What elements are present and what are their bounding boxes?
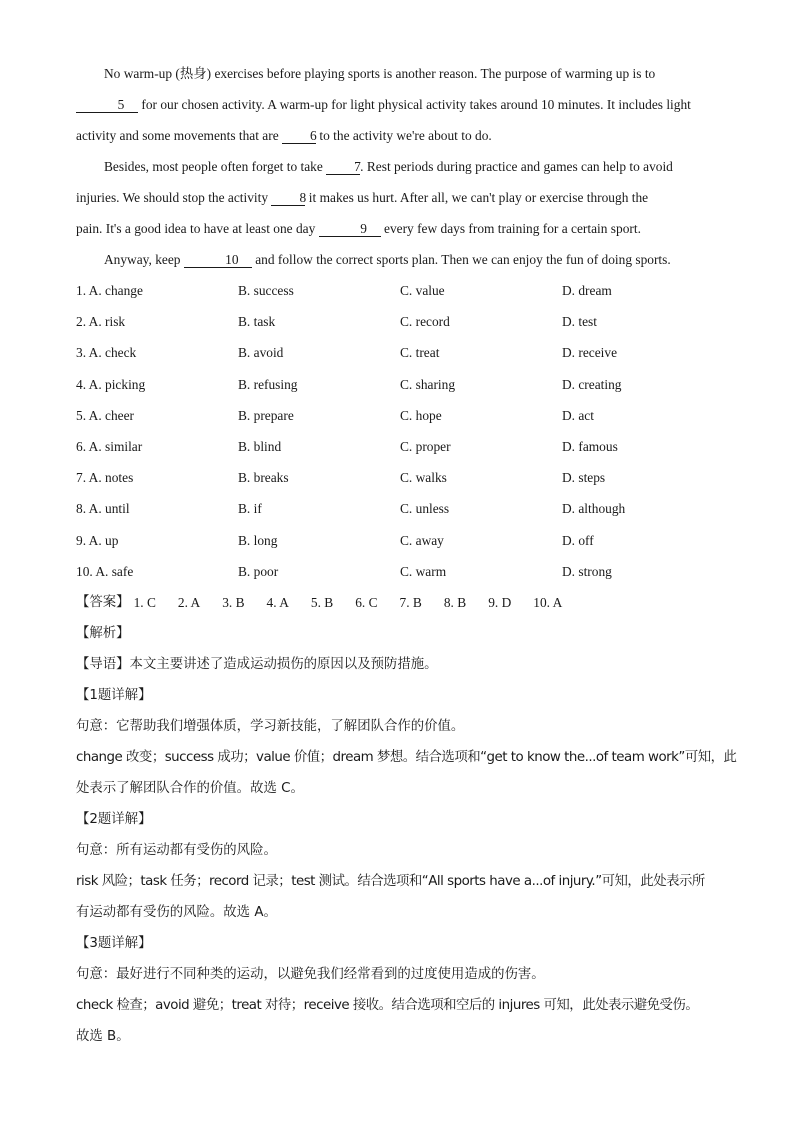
option-d: D. dream: [562, 283, 612, 298]
passage-text: it makes us hurt. After all, we can't play or exercise through the: [308, 190, 649, 205]
option-row: [76, 525, 718, 556]
passage-text: . Rest periods during practice and games can help to avoid: [360, 159, 673, 174]
option-c: C. warm: [400, 563, 447, 579]
option-a: 8. A. until: [76, 501, 130, 517]
answer-item: 1. C: [133, 594, 156, 610]
option-row: [76, 275, 718, 306]
q2-explanation-cont: 有运动都有受伤的风险。故选 A。: [76, 904, 277, 920]
option-d: D. off: [562, 532, 594, 548]
option-c: C. treat: [400, 345, 440, 361]
option-d: D. creating: [562, 376, 622, 392]
option-c: C. away: [400, 532, 444, 548]
q3-sentence-meaning: 句意：最好进行不同种类的运动，以避免我们经常看到的过度使用造成的伤害。: [76, 966, 545, 982]
answer-item: 2. A: [177, 594, 201, 610]
option-b: B. refusing: [238, 376, 298, 392]
option-row: [76, 493, 718, 524]
passage-text: pain. It's a good idea to have at least one day: [76, 221, 316, 236]
passage-text: Anyway, keep: [104, 252, 181, 267]
answer-item: 10. A: [533, 594, 563, 610]
options-list: [76, 275, 718, 587]
passage-paragraph-3: [76, 244, 718, 275]
option-b: B. poor: [238, 563, 279, 579]
option-c: C. value: [400, 283, 445, 298]
blank-8: 8: [271, 190, 305, 206]
passage-text: every few days from training for a certain sport.: [384, 221, 641, 236]
option-c: C. walks: [400, 470, 447, 486]
answer-item: 8. B: [443, 594, 467, 610]
option-a: 2. A. risk: [76, 314, 126, 330]
option-a: 4. A. picking: [76, 376, 146, 392]
option-row: [76, 400, 718, 431]
q2-sentence-meaning: 句意：所有运动都有受伤的风险。: [76, 842, 277, 858]
passage-text: Besides, most people often forget to take: [104, 159, 323, 174]
option-c: C. unless: [400, 501, 450, 517]
q2-explanation: risk 风险；task 任务；record 记录；test 测试。结合选项和“All sports have a...of injury.”可知，此处表示所: [76, 873, 705, 889]
passage-text: for our chosen activity. A warm-up for light physical activity takes around 10 minutes. It includes light: [141, 97, 691, 112]
option-row: [76, 369, 718, 400]
option-b: B. prepare: [238, 407, 294, 423]
option-d: D. receive: [562, 345, 618, 361]
answer-item: 5. B: [310, 594, 334, 610]
passage-text: injuries. We should stop the activity: [76, 190, 269, 205]
q1-sentence-meaning: 句意：它帮助我们增强体质，学习新技能，了解团队合作的价值。: [76, 718, 465, 734]
blank-9: 9: [319, 221, 381, 237]
passage-text: activity and some movements that are: [76, 128, 279, 143]
q2-detail-title: 【2题详解】: [76, 811, 152, 827]
option-b: B. task: [238, 314, 276, 330]
option-a: 9. A. up: [76, 532, 119, 548]
passage-text: No warm-up (热身) exercises before playing sports is another reason. The purpose of warming up is to: [104, 66, 656, 81]
analysis-heading: 【解析】: [76, 625, 130, 641]
option-d: D. act: [562, 407, 594, 423]
answer-item: 6. C: [355, 594, 378, 610]
option-row: [76, 306, 718, 337]
blank-10: 10: [184, 252, 252, 268]
option-a: 1. A. change: [76, 283, 143, 298]
option-d: D. strong: [562, 563, 612, 579]
option-a: 5. A. cheer: [76, 407, 135, 423]
answer-label: 【答案】: [76, 594, 130, 610]
blank-6: 6: [282, 128, 316, 144]
option-d: D. although: [562, 501, 626, 517]
option-a: 3. A. check: [76, 345, 137, 361]
answer-item: 7. B: [399, 594, 422, 610]
passage-text: and follow the correct sports plan. Then we can enjoy the fun of doing sports.: [255, 252, 671, 267]
blank-5: 5: [76, 97, 138, 113]
answer-item: 3. B: [222, 594, 245, 610]
option-b: B. if: [238, 501, 262, 517]
option-b: B. avoid: [238, 345, 284, 361]
option-b: B. success: [238, 283, 294, 298]
answer-key: [76, 587, 718, 618]
q3-explanation: check 检查；avoid 避免；treat 对待；receive 接收。结合选项和空后的 injures 可知，此处表示避免受伤。: [76, 997, 699, 1013]
option-c: C. sharing: [400, 376, 456, 392]
option-b: B. long: [238, 532, 278, 548]
option-row: [76, 462, 718, 493]
answer-item: 4. A: [266, 594, 289, 610]
q1-detail-title: 【1题详解】: [76, 687, 152, 703]
option-a: 10. A. safe: [76, 563, 134, 579]
q3-detail-title: 【3题详解】: [76, 935, 152, 951]
option-c: C. record: [400, 314, 450, 330]
passage-paragraph-2: [76, 151, 718, 244]
option-c: C. hope: [400, 407, 442, 423]
option-a: 6. A. similar: [76, 438, 143, 454]
option-b: B. blind: [238, 438, 282, 454]
option-row: [76, 337, 718, 368]
analysis-intro: 【导语】本文主要讲述了造成运动损伤的原因以及预防措施。: [76, 656, 438, 672]
q1-explanation-cont: 处表示了解团队合作的价值。故选 C。: [76, 780, 304, 796]
option-row: [76, 556, 718, 587]
option-b: B. breaks: [238, 470, 289, 486]
blank-7: 7: [326, 159, 360, 175]
option-d: D. famous: [562, 438, 618, 454]
q3-explanation-cont: 故选 B。: [76, 1028, 130, 1044]
option-d: D. steps: [562, 470, 606, 486]
passage-paragraph-1: [76, 58, 718, 151]
analysis-section: [76, 618, 737, 1052]
document-page: [76, 58, 737, 1052]
answer-item: 9. D: [488, 594, 512, 610]
option-d: D. test: [562, 314, 597, 330]
q1-explanation: change 改变；success 成功；value 价值；dream 梦想。结合选项和“get to know the...of team work”可知，此: [76, 749, 737, 765]
passage-text: to the activity we're about to do.: [319, 128, 492, 143]
option-c: C. proper: [400, 438, 451, 454]
option-a: 7. A. notes: [76, 470, 134, 486]
option-row: [76, 431, 718, 462]
